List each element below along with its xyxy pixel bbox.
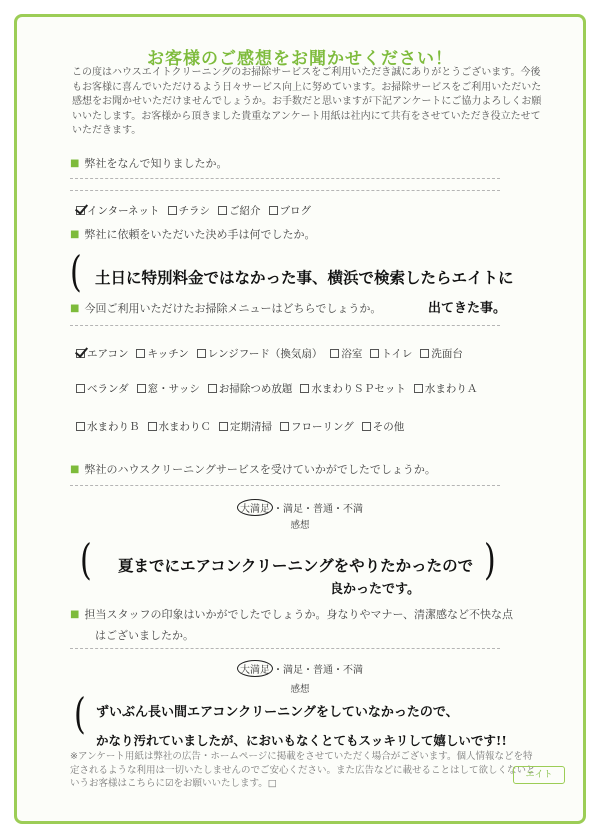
- option-label: 水まわりＡ: [424, 383, 478, 395]
- staff-answer-line2: かなり汚れていましたが、においもなくとてもスッキリして嬉しいです!!: [96, 733, 507, 748]
- option-menu1-2[interactable]: [208, 381, 293, 396]
- selected-rating: 大満足: [237, 499, 273, 516]
- option-label: その他: [372, 421, 405, 433]
- option-menu1-3[interactable]: [300, 381, 406, 396]
- option-label: フローリング: [291, 421, 354, 433]
- selected-rating: 大満足: [237, 660, 273, 677]
- impression-label: 感想: [290, 684, 310, 695]
- option-menu0-0[interactable]: [76, 346, 128, 361]
- option-label: 水まわりＣ: [158, 421, 211, 433]
- bullet-icon: ■: [70, 463, 80, 475]
- option-menu0-5[interactable]: [420, 346, 463, 361]
- checkbox-icon[interactable]: [137, 384, 146, 393]
- checkbox-icon[interactable]: [76, 422, 85, 431]
- question-reason: ■ 弊社に依頼をいただいた決め手は何でしたか。: [70, 228, 316, 241]
- option-label: 水まわりＢ: [87, 421, 140, 433]
- question-source: ■ 弊社をなんで知りましたか。: [70, 157, 228, 170]
- checkbox-icon[interactable]: [300, 384, 309, 393]
- option-label: お掃除つめ放題: [218, 383, 293, 395]
- impression-label: 感想: [290, 520, 310, 531]
- checkbox-icon[interactable]: [330, 349, 339, 358]
- close-paren: ): [484, 536, 496, 585]
- divider: [70, 325, 500, 326]
- checkbox-icon[interactable]: [280, 422, 289, 431]
- option-label: キッチン: [147, 348, 189, 360]
- option-menu1-0[interactable]: [76, 381, 129, 396]
- divider: [70, 178, 500, 179]
- option-menu2-3[interactable]: [280, 419, 354, 434]
- option-menu1-4[interactable]: [414, 381, 478, 396]
- checkbox-icon[interactable]: [76, 384, 85, 393]
- option-menu2-2[interactable]: [219, 419, 272, 434]
- checkbox-icon[interactable]: [168, 206, 177, 215]
- option-menu0-4[interactable]: [370, 346, 412, 361]
- checkbox-icon[interactable]: [148, 422, 157, 431]
- source-options: [76, 203, 319, 218]
- question-staff-cont: はございましたか。: [95, 629, 194, 642]
- question-staff: ■ 担当スタッフの印象はいかがでしたでしょうか。身なりやマナー、清潔感など不快な点: [70, 608, 514, 621]
- staff-satisfaction: 大満足 ・満足・普通・不満: [0, 660, 600, 677]
- option-label: ブログ: [279, 205, 312, 217]
- bullet-icon: ■: [70, 228, 80, 240]
- option-label: ベランダ: [87, 383, 129, 395]
- option-menu0-3[interactable]: [330, 346, 362, 361]
- menu-options-row3: [76, 419, 412, 434]
- service-satisfaction: 大満足 ・満足・普通・不満: [0, 499, 600, 516]
- checkbox-icon[interactable]: [208, 384, 217, 393]
- survey-intro: この度はハウスエイトクリーニングのお掃除サービスをご利用いただき誠にありがとうございます。今後もお客様に喜んでいただけるよう日々サービス向上に努めています。お掃除サービスをご利用いただいた感想をお聞かせいただけませんでしょうか。お手数だと思いますが下記アンケートにご協力よろしくお願いいたします。お客様から頂きました貴重なアンケート用紙は社内にて共有をさせていただき役立たせていただきます。: [72, 67, 542, 136]
- checkbox-icon[interactable]: [76, 206, 85, 215]
- option-label: 水まわりＳＰセット: [311, 383, 406, 395]
- menu-options-row2: [76, 381, 485, 396]
- divider: [70, 485, 500, 486]
- option-source-1[interactable]: [168, 203, 211, 218]
- checkbox-icon[interactable]: [197, 349, 206, 358]
- service-answer-line1: 夏までにエアコンクリーニングをやりたかったので: [118, 556, 474, 575]
- checkbox-icon[interactable]: [218, 206, 227, 215]
- question-service: ■ 弊社のハウスクリーニングサービスを受けていかがでしたでしょうか。: [70, 463, 436, 476]
- checkbox-icon[interactable]: [219, 422, 228, 431]
- option-label: レンジフード（換気扇）: [207, 348, 323, 360]
- bullet-icon: ■: [70, 302, 80, 314]
- open-paren: (: [74, 690, 86, 739]
- checkbox-icon[interactable]: [414, 384, 423, 393]
- option-label: 定期清掃: [230, 421, 272, 433]
- staff-answer-line1: ずいぶん長い間エアコンクリーニングをしていなかったので、: [96, 705, 459, 720]
- option-source-0[interactable]: [76, 203, 160, 218]
- checkbox-icon[interactable]: [136, 349, 145, 358]
- option-source-2[interactable]: [218, 203, 261, 218]
- reason-answer-line1: 土日に特別料金ではなかった事、横浜で検索したらエイトに: [95, 268, 514, 287]
- option-label: チラシ: [178, 205, 211, 217]
- option-menu2-1[interactable]: [148, 419, 212, 434]
- service-answer-line2: 良かったです。: [330, 582, 420, 597]
- checkbox-icon[interactable]: [420, 349, 429, 358]
- company-stamp: エイト: [513, 766, 565, 784]
- survey-title: お客様のご感想をお聞かせください！: [147, 49, 453, 69]
- bullet-icon: ■: [70, 157, 80, 169]
- option-label: 洗面台: [431, 348, 463, 360]
- question-menu: ■ 今回ご利用いただけたお掃除メニューはどちらでしょうか。: [70, 302, 382, 315]
- option-menu2-0[interactable]: [76, 419, 140, 434]
- checkbox-icon[interactable]: [269, 206, 278, 215]
- option-label: トイレ: [381, 348, 413, 360]
- checkbox-icon[interactable]: [362, 422, 371, 431]
- open-paren: (: [70, 248, 82, 297]
- option-label: エアコン: [87, 348, 129, 360]
- footer-note: ※アンケート用紙は弊社の広告・ホームページに掲載をさせていただく場合がございます。個人情報などを特定されるような利用は一切いたしませんのでご安心ください。また広告などに載せることはして欲しくないというお客様はこちらに☑をお願いいたします。□: [70, 751, 536, 789]
- option-menu2-4[interactable]: [362, 419, 405, 434]
- option-label: 浴室: [341, 348, 363, 360]
- checkbox-icon[interactable]: [370, 349, 379, 358]
- bullet-icon: ■: [70, 608, 80, 620]
- reason-answer-line2: 出てきた事。: [428, 301, 507, 316]
- divider: [70, 190, 500, 191]
- option-source-3[interactable]: [269, 203, 312, 218]
- open-paren: (: [80, 536, 92, 585]
- option-label: インターネット: [87, 205, 160, 217]
- divider: [70, 648, 500, 649]
- option-menu1-1[interactable]: [137, 381, 200, 396]
- checkbox-icon[interactable]: [76, 349, 85, 358]
- option-label: 窓・サッシ: [147, 383, 200, 395]
- option-menu0-2[interactable]: [197, 346, 323, 361]
- option-label: ご紹介: [229, 205, 261, 217]
- option-menu0-1[interactable]: [136, 346, 188, 361]
- menu-options-row1: [76, 346, 471, 361]
